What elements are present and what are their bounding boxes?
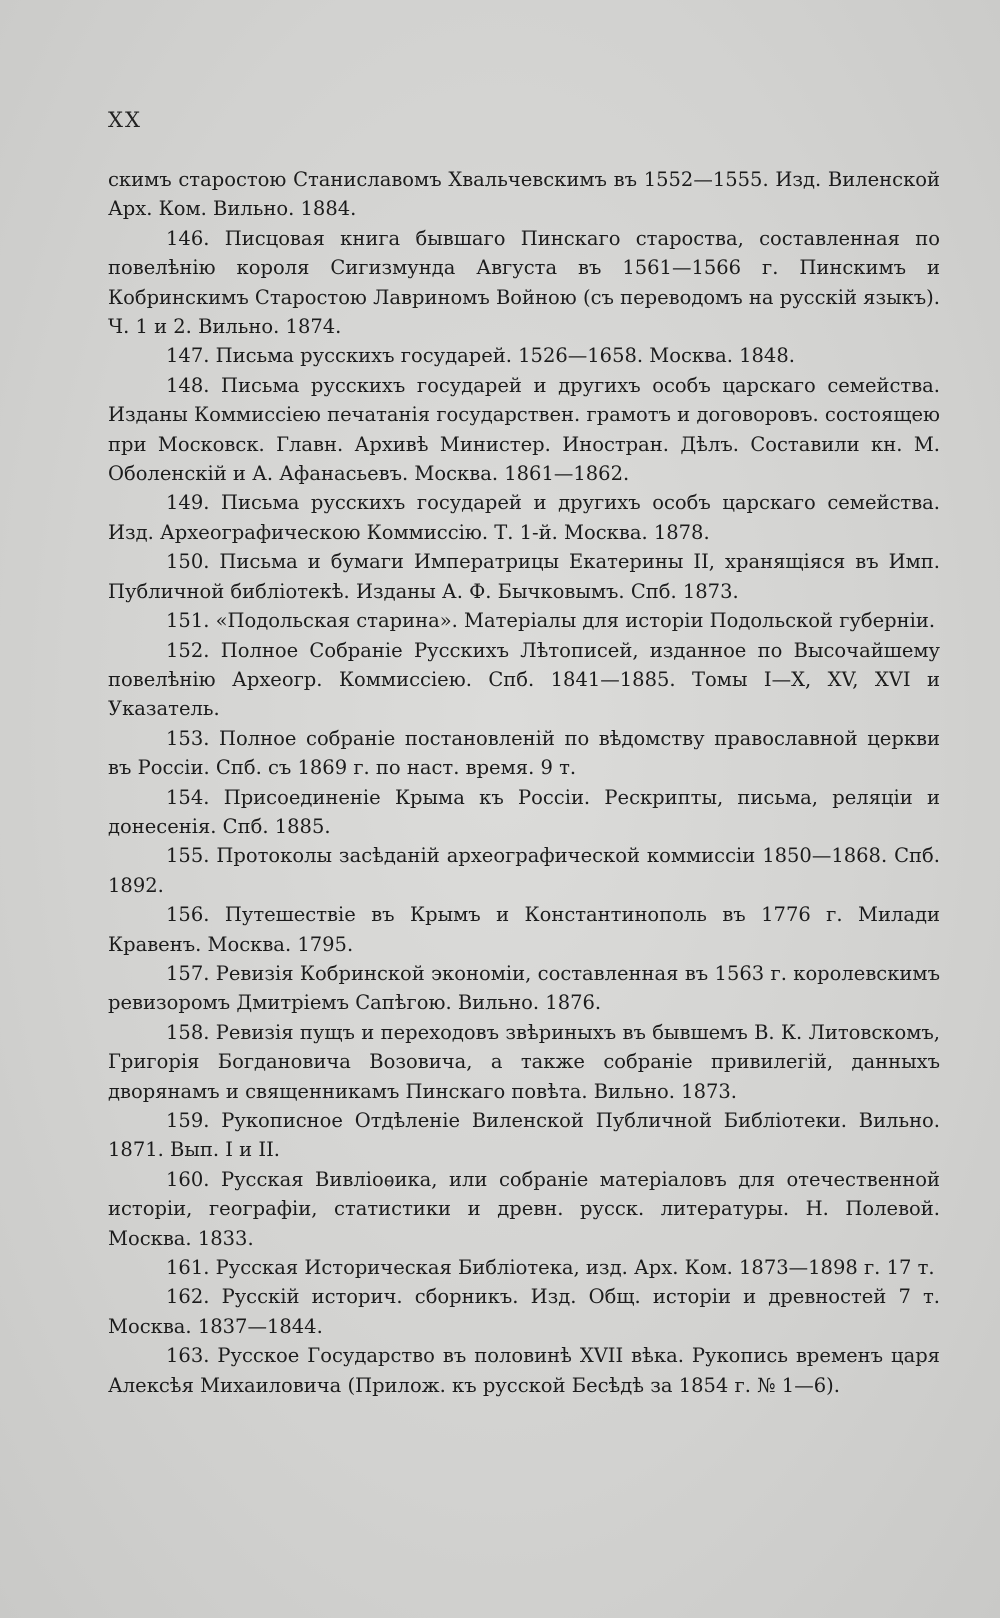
page-number: XX [108,108,142,132]
bibliography-entry-158: 158. Ревизія пущъ и переходовъ звѣриныхъ въ бывшемъ В. К. Литовскомъ, Григорія Богдановича Вoзовича, а также собраніе привилегій, данныхъ дворянамъ и священникамъ Пинскаго повѣта. Вильно. 1873. [108,1020,940,1103]
bibliography-list [108,165,940,1400]
bibliography-entry-continued: скимъ старостою Станиславомъ Хвальчевскимъ въ 1552—1555. Изд. Виленской Арх. Ком. Вильно. 1884. [108,168,940,221]
bibliography-entry-149: 149. Письма русскихъ государей и другихъ особъ царскаго семейства. Изд. Археографическою Коммиссію. Т. 1-й. Москва. 1878. [108,491,940,544]
bibliography-entry-152: 152. Полное Собраніе Русскихъ Лѣтописей, изданное по Высочайшему повелѣнію Археогр. Коммиссіею. Спб. 1841—1885. Томы I—X, XV, XVI и Указатель. [108,638,940,721]
bibliography-entry-147: 147. Письма русскихъ государей. 1526—1658. Москва. 1848. [166,344,795,368]
bibliography-entry-157: 157. Ревизія Кобринской экономіи, составленная въ 1563 г. королевскимъ ревизоромъ Дмитріемъ Сапѣгою. Вильно. 1876. [108,961,940,1015]
bibliography-entry-154: 154. Присоединеніе Крыма къ Россіи. Рескрипты, письма, реляціи и донесенія. Спб. 1885. [108,785,940,838]
bibliography-entry-156: 156. Путешествіе въ Крымъ и Константинополь въ 1776 г. Милади Кравенъ. Москва. 1795. [108,903,940,956]
bibliography-entry-160: 160. Русская Вивліоѳика, или собраніе матеріаловъ для отечественной исторіи, географіи, статистики и древн. русск. литературы. Н. Полевой. Москва. 1833. [108,1167,940,1250]
bibliography-entry-146: 146. Писцовая книга бывшаго Пинскаго староства, составленная по повелѣнію короля Сигизмунда Августа въ 1561—1566 г. Пинскимъ и Кобринскимъ Старостою Лавриномъ Войною (съ переводомъ на русскій языкъ). Ч. 1 и 2. Вильно. 1874. [108,226,940,339]
bibliography-entry-161: 161. Русская Историческая Библіотека, изд. Арх. Ком. 1873—1898 г. 17 т. [166,1256,935,1280]
bibliography-entry-155: 155. Протоколы засѣданій археографической коммиссіи 1850—1868. Спб. 1892. [108,844,940,897]
bibliography-entry-150: 150. Письма и бумаги Императрицы Екатерины II, хранящіяся въ Имп. Публичной библіотекѣ. Изданы А. Ф. Бычковымъ. Спб. 1873. [108,550,940,603]
bibliography-entry-153: 153. Полное собраніе постановленій по вѣдомству православной церкви въ Россіи. Спб. съ 1869 г. по наст. время. 9 т. [108,726,940,780]
bibliography-entry-148: 148. Письма русскихъ государей и другихъ особъ царскаго семейства. Изданы Коммиссіею печатанія государствен. грамотъ и договоровъ. состоящею при Московск. Главн. Архивѣ Министер. Иностран. Дѣлъ. Составили кн. М. Оболенскій и А. Афанасьевъ. Москва. 1861—1862. [108,373,940,486]
bibliography-entry-159: 159. Рукописное Отдѣленіе Виленской Публичной Библіотеки. Вильно. 1871. Вып. I и II. [108,1109,940,1162]
bibliography-entry-163: 163. Русское Государство въ половинѣ XVII вѣка. Рукопись временъ царя Алексѣя Михаиловича (Прилож. къ русской Бесѣдѣ за 1854 г. № 1—6). [108,1344,940,1397]
bibliography-entry-162: 162. Русскій историч. сборникъ. Изд. Общ. исторіи и древностей 7 т. Москва. 1837—1844. [108,1285,940,1338]
bibliography-entry-151: 151. «Подольская старина». Матеріалы для исторіи Подольской губерніи. [166,609,936,633]
